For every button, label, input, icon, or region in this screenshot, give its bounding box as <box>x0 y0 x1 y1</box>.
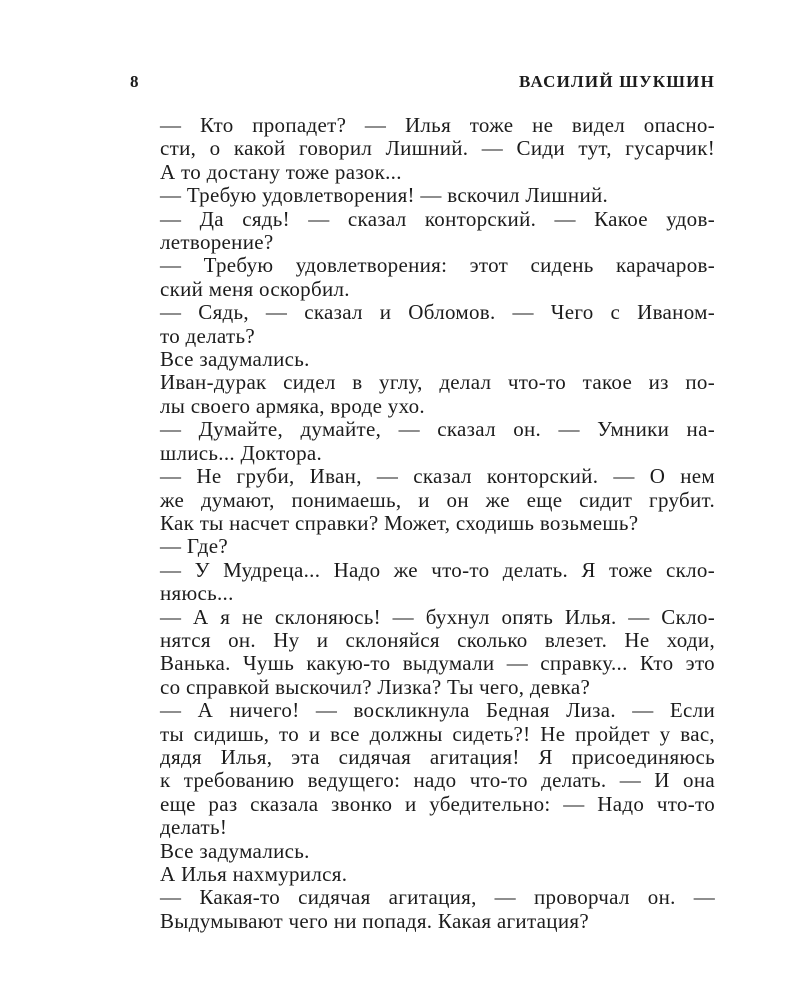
text-line: — У Мудреца... Надо же что-то делать. Я тоже скло- <box>160 557 715 582</box>
text-line: Иван-дурак сидел в углу, делал что-то такое из по- <box>160 370 715 395</box>
text-line: Все задумались. <box>160 347 310 372</box>
paragraph <box>130 184 715 207</box>
text-line: лы своего армяка, вроде ухо. <box>160 393 425 418</box>
page-number: 8 <box>130 72 139 91</box>
paragraph <box>130 559 715 606</box>
body-text <box>130 114 715 933</box>
text-line: — Требую удовлетворения: этот сидень карачаров- <box>160 253 715 278</box>
text-line: дядя Илья, эта сидячая агитация! Я присоединяюсь <box>160 744 715 769</box>
paragraph <box>130 208 715 255</box>
text-line: — Да сядь! — сказал конторский. — Какое удов- <box>160 206 715 231</box>
paragraph <box>130 114 715 184</box>
paragraph <box>130 418 715 465</box>
text-line: Выдумывают чего ни попадя. Какая агитация? <box>160 908 589 933</box>
text-line: Как ты насчет справки? Может, сходишь возьмешь? <box>160 510 639 535</box>
text-line: к требованию ведущего: надо что-то делать. — И она <box>160 768 715 793</box>
text-line: ты сидишь, то и все должны сидеть?! Не пройдет у вас, <box>160 721 715 746</box>
text-line: ский меня оскорбил. <box>160 276 350 301</box>
text-line: нятся он. Ну и склоняйся сколько влезет. Не ходи, <box>160 627 715 652</box>
paragraph <box>130 535 715 558</box>
text-line: же думают, понимаешь, и он же еще сидит грубит. <box>160 487 715 512</box>
text-line: — Где? <box>160 534 228 559</box>
paragraph <box>130 840 715 863</box>
paragraph <box>130 254 715 301</box>
paragraph <box>130 465 715 535</box>
paragraph <box>130 863 715 886</box>
text-line: — А ничего! — воскликнула Бедная Лиза. — Если <box>160 698 715 723</box>
text-line: — Какая-то сидячая агитация, — проворчал он. — <box>160 885 715 910</box>
text-line: — Думайте, думайте, — сказал он. — Умники на- <box>160 417 715 442</box>
book-page <box>130 72 715 933</box>
running-head <box>130 72 715 102</box>
text-line: со справкой выскочил? Лизка? Ты чего, девка? <box>160 674 591 699</box>
text-line: Ванька. Чушь какую-то выдумали — справку... Кто это <box>160 651 715 676</box>
text-line: А Илья нахмурился. <box>160 862 348 886</box>
paragraph <box>130 699 715 839</box>
text-line: летворение? <box>160 230 274 255</box>
text-line: — Сядь, — сказал и Обломов. — Чего с Иваном- <box>160 300 715 325</box>
text-line: А то достану тоже разок... <box>160 159 402 184</box>
author-name: ВАСИЛИЙ ШУКШИН <box>519 72 715 91</box>
text-line: еще раз сказала звонко и убедительно: — Надо что-то <box>160 791 715 816</box>
text-line: няюсь... <box>160 581 234 606</box>
text-line: — Требую удовлетворения! — вскочил Лишний. <box>160 183 609 208</box>
text-line: то делать? <box>160 323 255 348</box>
text-line: — Не груби, Иван, — сказал конторский. — О нем <box>160 464 715 489</box>
paragraph <box>130 301 715 348</box>
paragraph <box>130 371 715 418</box>
text-line: — Кто пропадет? — Илья тоже не видел опасно- <box>160 113 715 137</box>
text-line: Все задумались. <box>160 838 310 863</box>
paragraph <box>130 348 715 371</box>
text-line: сти, о какой говорил Лишний. — Сиди тут, гусарчик! <box>160 136 715 161</box>
text-line: — А я не склоняюсь! — бухнул опять Илья. — Скло- <box>160 604 715 629</box>
text-line: делать! <box>160 815 228 840</box>
paragraph <box>130 606 715 700</box>
text-line: шлись... Доктора. <box>160 440 323 465</box>
paragraph <box>130 886 715 933</box>
